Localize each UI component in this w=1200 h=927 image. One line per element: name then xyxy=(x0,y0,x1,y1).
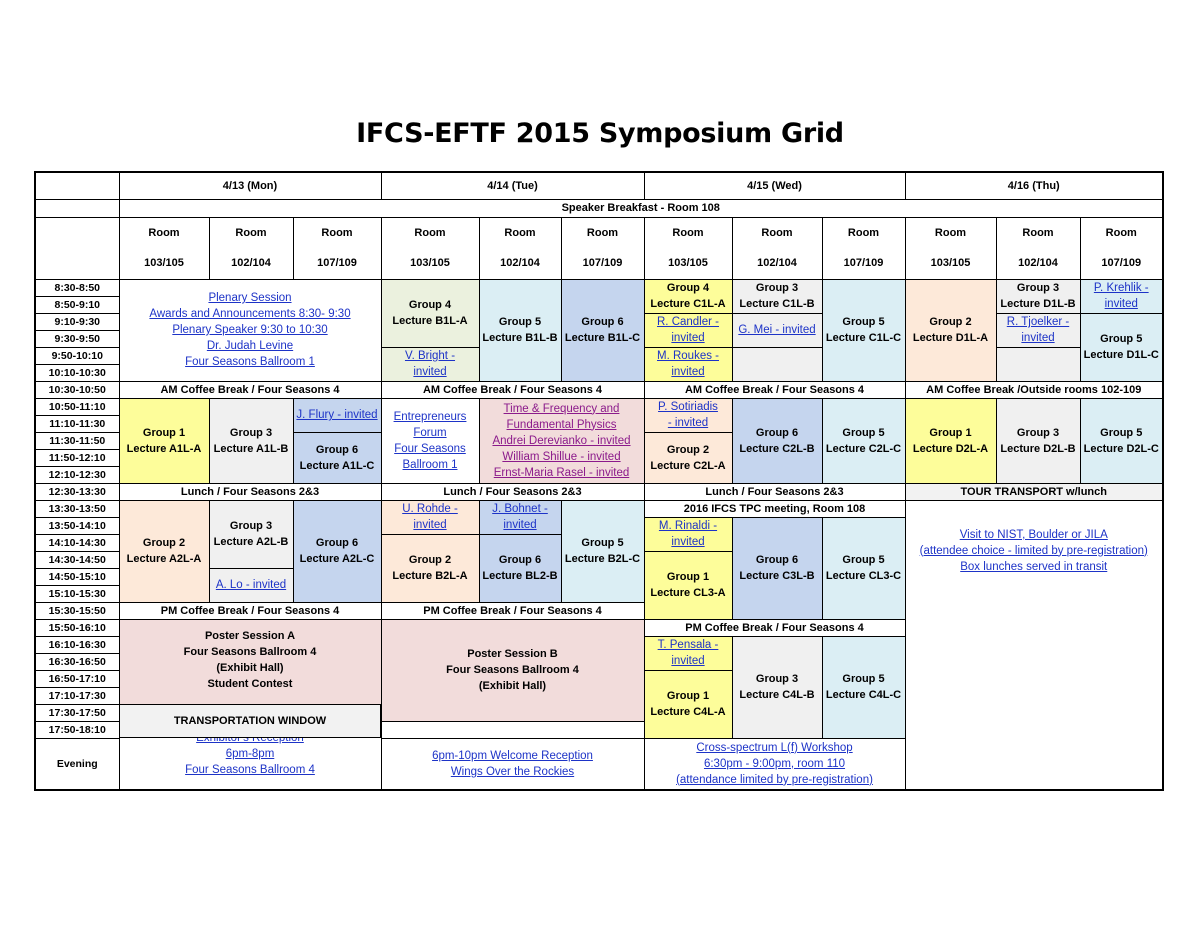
room-header: Room 103/105 xyxy=(119,217,209,279)
wed-tpc-meeting: 2016 IFCS TPC meeting, Room 108 xyxy=(644,500,905,517)
tue-group5-session: Group 5 Lecture B1L-B xyxy=(479,279,561,381)
day-header: 4/14 (Tue) xyxy=(381,172,644,199)
tue-group6b-session: Group 6 Lecture BL2-B xyxy=(479,534,561,602)
time-slot: 17:30-17:50 xyxy=(35,704,119,721)
time-slot: 16:10-16:30 xyxy=(35,636,119,653)
time-slot: 12:10-12:30 xyxy=(35,466,119,483)
mei-invited-link[interactable]: G. Mei - invited xyxy=(732,313,822,347)
wed-group3b-session: Group 3 Lecture C4L-B xyxy=(732,636,822,738)
day-header: 4/15 (Wed) xyxy=(644,172,905,199)
tjoelker-invited-link[interactable]: R. Tjoelker - invited xyxy=(996,313,1080,347)
thu-group3-session: Group 3 Lecture D1L-B xyxy=(996,279,1080,313)
tue-group4-session: Group 4 Lecture B1L-A xyxy=(381,279,479,347)
time-slot: 13:50-14:10 xyxy=(35,517,119,534)
thu-group5b-session: Group 5 Lecture D2L-C xyxy=(1080,398,1163,483)
time-slot: 12:30-13:30 xyxy=(35,483,119,500)
time-slot: 10:10-10:30 xyxy=(35,364,119,381)
room-header: Room 102/104 xyxy=(209,217,293,279)
plenary-session[interactable]: Plenary Session Awards and Announcements 8:30- 9:30 Plenary Speaker 9:30 to 10:30 Dr. Judah Levine Four Seasons Ballroom 1 xyxy=(119,279,381,381)
day-header: 4/16 (Thu) xyxy=(905,172,1163,199)
day-header: 4/13 (Mon) xyxy=(119,172,381,199)
rinaldi-invited-link[interactable]: M. Rinaldi - invited xyxy=(644,517,732,551)
symposium-grid xyxy=(34,171,1164,791)
time-slot: 15:50-16:10 xyxy=(35,619,119,636)
mon-lunch: Lunch / Four Seasons 2&3 xyxy=(119,483,381,500)
wed-group3-session: Group 3 Lecture C1L-B xyxy=(732,279,822,313)
time-slot: 11:30-11:50 xyxy=(35,432,119,449)
wed-group5d-session: Group 5 Lecture C4L-C xyxy=(822,636,905,738)
room-header: Room 103/105 xyxy=(905,217,996,279)
tue-am-break: AM Coffee Break / Four Seasons 4 xyxy=(381,381,644,398)
time-slot: 15:30-15:50 xyxy=(35,602,119,619)
speaker-breakfast: Speaker Breakfast - Room 108 xyxy=(119,199,1163,217)
flury-invited-link[interactable]: J. Flury - invited xyxy=(293,398,381,432)
mon-pm-break: PM Coffee Break / Four Seasons 4 xyxy=(119,602,381,619)
lo-invited-link[interactable]: A. Lo - invited xyxy=(209,568,293,602)
room-header: Room 102/104 xyxy=(479,217,561,279)
time-slot: 11:10-11:30 xyxy=(35,415,119,432)
time-slot: 9:50-10:10 xyxy=(35,347,119,364)
tue-group5b-session: Group 5 Lecture B2L-C xyxy=(561,500,644,602)
mon-group3b-session: Group 3 Lecture A2L-B xyxy=(209,500,293,568)
thu-am-break: AM Coffee Break /Outside rooms 102-109 xyxy=(905,381,1163,398)
time-slot: 17:50-18:10 xyxy=(35,721,119,738)
time-slot: 15:10-15:30 xyxy=(35,585,119,602)
room-header: Room 103/105 xyxy=(381,217,479,279)
time-frequency-physics-link[interactable]: Time & Frequency and Fundamental Physics Andrei Derevianko - invited William Shillue - invited Ernst-Maria Rasel - invited xyxy=(479,398,644,483)
time-slot: 9:10-9:30 xyxy=(35,313,119,330)
tue-lunch: Lunch / Four Seasons 2&3 xyxy=(381,483,644,500)
wed-group5b-session: Group 5 Lecture C2L-C xyxy=(822,398,905,483)
room-header: Room 107/109 xyxy=(561,217,644,279)
time-slot: 17:10-17:30 xyxy=(35,687,119,704)
bohnet-invited-link[interactable]: J. Bohnet - invited xyxy=(479,500,561,534)
poster-session-a: Poster Session A Four Seasons Ballroom 4 (Exhibit Hall) Student Contest xyxy=(119,619,381,721)
room-header: Room 102/104 xyxy=(996,217,1080,279)
rohde-invited-link[interactable]: U. Rohde - invited xyxy=(381,500,479,534)
corner-cell xyxy=(35,199,119,217)
wed-group4-session: Group 4 Lecture C1L-A xyxy=(644,279,732,313)
tue-group2-session: Group 2 Lecture B2L-A xyxy=(381,534,479,602)
thu-group2-session: Group 2 Lecture D1L-A xyxy=(905,279,996,381)
corner-cell xyxy=(35,172,119,199)
thu-group3b-session: Group 3 Lecture D2L-B xyxy=(996,398,1080,483)
wed-group1-session: Group 1 Lecture CL3-A xyxy=(644,551,732,619)
tue-pm-break: PM Coffee Break / Four Seasons 4 xyxy=(381,602,644,619)
wed-group6c-session: Group 6 Lecture C3L-B xyxy=(732,517,822,619)
mon-group1-session: Group 1 Lecture A1L-A xyxy=(119,398,209,483)
candler-invited-link[interactable]: R. Candler - invited xyxy=(644,313,732,347)
mon-group6b-session: Group 6 Lecture A2L-C xyxy=(293,500,381,602)
time-slot: 14:10-14:30 xyxy=(35,534,119,551)
transportation-window: TRANSPORTATION WINDOW xyxy=(119,704,381,738)
time-slot: 16:30-16:50 xyxy=(35,653,119,670)
page-title: IFCS-EFTF 2015 Symposium Grid xyxy=(356,118,844,149)
wed-group1b-session: Group 1 Lecture C4L-A xyxy=(644,670,732,738)
mon-group3-session: Group 3 Lecture A1L-B xyxy=(209,398,293,483)
sotiriadis-invited-link[interactable]: P. Sotiriadis - invited xyxy=(644,398,732,432)
welcome-reception-link[interactable]: 6pm-10pm Welcome Reception Wings Over the Rockies xyxy=(381,738,644,790)
time-slot: 13:30-13:50 xyxy=(35,500,119,517)
pensala-invited-link[interactable]: T. Pensala - invited xyxy=(644,636,732,670)
time-slot: 10:50-11:10 xyxy=(35,398,119,415)
room-header: Room 107/109 xyxy=(293,217,381,279)
roukes-invited-link[interactable]: M. Roukes - invited xyxy=(644,347,732,381)
thu-group5-session: Group 5 Lecture D1L-C xyxy=(1080,313,1163,381)
cross-spectrum-workshop-link[interactable]: Cross-spectrum L(f) Workshop 6:30pm - 9:00pm, room 110 (attendance limited by pre-registration) xyxy=(644,738,905,790)
time-slot: 16:50-17:10 xyxy=(35,670,119,687)
wed-pm-break: PM Coffee Break / Four Seasons 4 xyxy=(644,619,905,636)
mon-group6-session: Group 6 Lecture A1L-C xyxy=(293,432,381,483)
room-header: Room 102/104 xyxy=(732,217,822,279)
time-slot: 11:50-12:10 xyxy=(35,449,119,466)
time-slot: 8:30-8:50 xyxy=(35,279,119,296)
corner-cell xyxy=(35,217,119,279)
krehlik-invited-link[interactable]: P. Krehlik - invited xyxy=(1080,279,1163,313)
poster-session-b: Poster Session B Four Seasons Ballroom 4 (Exhibit Hall) xyxy=(381,619,644,721)
wed-am-break: AM Coffee Break / Four Seasons 4 xyxy=(644,381,905,398)
room-header: Room 103/105 xyxy=(644,217,732,279)
wed-group5c-session: Group 5 Lecture CL3-C xyxy=(822,517,905,619)
wed-empty-cell xyxy=(732,347,822,381)
bright-invited-link[interactable]: V. Bright - invited xyxy=(381,347,479,381)
time-slot: 10:30-10:50 xyxy=(35,381,119,398)
tue-group6-session: Group 6 Lecture B1L-C xyxy=(561,279,644,381)
entrepreneurs-forum-link[interactable]: Entrepreneurs Forum Four Seasons Ballroom 1 xyxy=(381,398,479,483)
mon-group2-session: Group 2 Lecture A2L-A xyxy=(119,500,209,602)
thu-tour-transport: TOUR TRANSPORT w/lunch xyxy=(905,483,1163,500)
time-slot: 14:30-14:50 xyxy=(35,551,119,568)
thu-empty-cell xyxy=(996,347,1080,381)
wed-group5-session: Group 5 Lecture C1L-C xyxy=(822,279,905,381)
thu-nist-visit-link[interactable]: Visit to NIST, Boulder or JILA (attendee choice - limited by pre-registration) Box lunches served in transit xyxy=(905,500,1163,790)
room-header: Room 107/109 xyxy=(822,217,905,279)
time-slot: Evening xyxy=(35,738,119,790)
wed-group6-session: Group 6 Lecture C2L-B xyxy=(732,398,822,483)
wed-group2-session: Group 2 Lecture C2L-A xyxy=(644,432,732,483)
time-slot: 8:50-9:10 xyxy=(35,296,119,313)
time-slot: 9:30-9:50 xyxy=(35,330,119,347)
mon-am-break: AM Coffee Break / Four Seasons 4 xyxy=(119,381,381,398)
room-header: Room 107/109 xyxy=(1080,217,1163,279)
thu-group1-session: Group 1 Lecture D2L-A xyxy=(905,398,996,483)
time-slot: 14:50-15:10 xyxy=(35,568,119,585)
exhibitor-reception-link[interactable]: 6pm-8pm Four Seasons Ballroom 4 xyxy=(119,721,381,790)
wed-lunch: Lunch / Four Seasons 2&3 xyxy=(644,483,905,500)
